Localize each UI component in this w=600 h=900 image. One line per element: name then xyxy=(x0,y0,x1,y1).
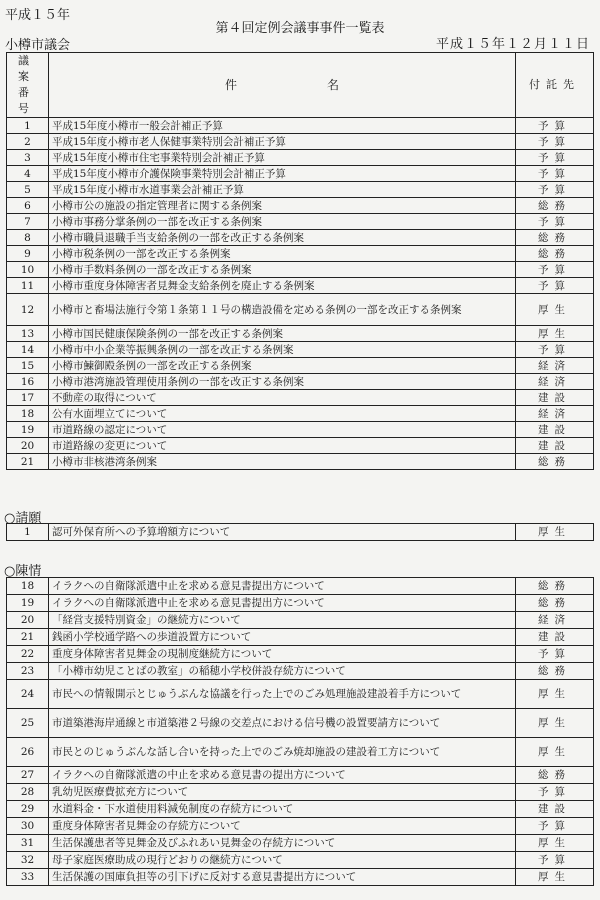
row-name: 市民への情報開示とじゅうぶんな協議を行った上でのごみ処理施設建設着手方について xyxy=(49,680,516,709)
row-committee: 建設 xyxy=(516,390,594,406)
page-title: 第４回定例会議事事件一覧表 xyxy=(215,21,385,36)
table-row xyxy=(7,150,594,166)
row-name: 「小樽市幼児ことばの教室」の稲穂小学校併設存続方について xyxy=(49,663,516,680)
table-row xyxy=(7,629,594,646)
row-number: 14 xyxy=(7,342,49,358)
table-row xyxy=(7,406,594,422)
row-number: 18 xyxy=(7,406,49,422)
row-committee: 建設 xyxy=(516,438,594,454)
row-committee: 総務 xyxy=(516,663,594,680)
requests-table-body xyxy=(7,578,594,886)
table-row xyxy=(7,374,594,390)
table-row xyxy=(7,118,594,134)
column-header-name-part1: 件 xyxy=(224,78,237,92)
table-row xyxy=(7,646,594,663)
petitions-table-body xyxy=(7,524,594,541)
table-row xyxy=(7,663,594,680)
row-committee: 厚生 xyxy=(516,709,594,738)
table-row xyxy=(7,612,594,629)
row-name: 認可外保育所への予算増額方について xyxy=(49,524,516,541)
table-row xyxy=(7,342,594,358)
table-row xyxy=(7,326,594,342)
row-committee: 予算 xyxy=(516,150,594,166)
row-name: 小樽市職員退職手当支給条例の一部を改正する条例案 xyxy=(49,230,516,246)
row-committee: 予算 xyxy=(516,182,594,198)
row-committee: 総務 xyxy=(516,246,594,262)
row-name: 平成15年度小樽市老人保健事業特別会計補正予算 xyxy=(49,134,516,150)
row-name: 公有水面埋立てについて xyxy=(49,406,516,422)
table-row xyxy=(7,801,594,818)
row-name: 生活保護患者等見舞金及びふれあい見舞金の存続方について xyxy=(49,835,516,852)
petitions-table xyxy=(6,523,594,541)
row-name: イラクへの自衛隊派遣の中止を求める意見書の提出方について xyxy=(49,767,516,784)
row-committee: 建設 xyxy=(516,801,594,818)
row-committee: 経済 xyxy=(516,406,594,422)
row-number: 16 xyxy=(7,374,49,390)
bills-table xyxy=(6,52,594,470)
row-number: 20 xyxy=(7,438,49,454)
bills-table-header xyxy=(7,53,594,118)
row-name: 乳幼児医療費拡充方について xyxy=(49,784,516,801)
row-committee: 総務 xyxy=(516,230,594,246)
row-number: 31 xyxy=(7,835,49,852)
row-name: 市民とのじゅうぶんな話し合いを持った上でのごみ焼却施設の建設着工方について xyxy=(49,738,516,767)
row-number: 19 xyxy=(7,422,49,438)
row-name: 小樽市非核港湾条例案 xyxy=(49,454,516,470)
table-row xyxy=(7,438,594,454)
row-name: 重度身体障害者見舞金の存続方について xyxy=(49,818,516,835)
table-row xyxy=(7,680,594,709)
row-number: 13 xyxy=(7,326,49,342)
row-committee: 予算 xyxy=(516,262,594,278)
row-number: 10 xyxy=(7,262,49,278)
row-committee: 予算 xyxy=(516,118,594,134)
column-header-name xyxy=(49,53,516,118)
row-name: 母子家庭医療助成の現行どおりの継続方について xyxy=(49,852,516,869)
table-row xyxy=(7,166,594,182)
table-row xyxy=(7,294,594,326)
row-committee: 厚生 xyxy=(516,326,594,342)
table-row xyxy=(7,709,594,738)
row-name: 「経営支援特別資金」の継続方について xyxy=(49,612,516,629)
row-committee: 総務 xyxy=(516,595,594,612)
row-committee: 総務 xyxy=(516,767,594,784)
row-name: 銭函小学校通学路への歩道設置方について xyxy=(49,629,516,646)
row-number: 24 xyxy=(7,680,49,709)
row-number: 8 xyxy=(7,230,49,246)
table-row xyxy=(7,182,594,198)
row-number: 23 xyxy=(7,663,49,680)
column-header-bill-number xyxy=(7,53,56,118)
organization-name: 小樽市議会 xyxy=(5,38,71,53)
column-header-committee: 付託先 xyxy=(516,53,594,118)
row-number: 6 xyxy=(7,198,49,214)
row-committee: 予算 xyxy=(516,278,594,294)
table-row xyxy=(7,767,594,784)
table-row xyxy=(7,390,594,406)
row-committee: 建設 xyxy=(516,629,594,646)
table-row xyxy=(7,262,594,278)
row-number: 2 xyxy=(7,134,49,150)
table-row xyxy=(7,198,594,214)
row-name: 小樽市重度身体障害者見舞金支給条例を廃止する条例案 xyxy=(49,278,516,294)
row-number: 17 xyxy=(7,390,49,406)
table-row xyxy=(7,818,594,835)
row-name: 小樽市税条例の一部を改正する条例案 xyxy=(49,246,516,262)
row-name: 小樽市手数料条例の一部を改正する条例案 xyxy=(49,262,516,278)
row-number: 29 xyxy=(7,801,49,818)
row-number: 11 xyxy=(7,278,49,294)
row-name: 小樽市公の施設の指定管理者に関する条例案 xyxy=(49,198,516,214)
row-committee: 経済 xyxy=(516,374,594,390)
table-row xyxy=(7,595,594,612)
table-row xyxy=(7,230,594,246)
row-name: 平成15年度小樽市一般会計補正予算 xyxy=(49,118,516,134)
table-row xyxy=(7,134,594,150)
row-name: イラクへの自衛隊派遣中止を求める意見書提出方について xyxy=(49,595,516,612)
table-row xyxy=(7,738,594,767)
table-row xyxy=(7,454,594,470)
table-row xyxy=(7,422,594,438)
row-committee: 経済 xyxy=(516,358,594,374)
row-committee: 厚生 xyxy=(516,680,594,709)
row-number: 20 xyxy=(7,612,49,629)
row-number: 1 xyxy=(7,118,49,134)
row-number: 5 xyxy=(7,182,49,198)
row-committee: 厚生 xyxy=(516,294,594,326)
row-committee: 予算 xyxy=(516,852,594,869)
row-number: 21 xyxy=(7,629,49,646)
row-committee: 総務 xyxy=(516,578,594,595)
requests-table xyxy=(6,577,594,886)
row-name: 平成15年度小樽市水道事業会計補正予算 xyxy=(49,182,516,198)
row-committee: 予算 xyxy=(516,818,594,835)
row-number: 9 xyxy=(7,246,49,262)
table-row xyxy=(7,578,594,595)
row-name: 市道路線の変更について xyxy=(49,438,516,454)
row-committee: 予算 xyxy=(516,646,594,663)
table-row xyxy=(7,246,594,262)
row-name: 小樽市事務分掌条例の一部を改正する条例案 xyxy=(49,214,516,230)
table-row xyxy=(7,835,594,852)
row-number: 32 xyxy=(7,852,49,869)
row-number: 15 xyxy=(7,358,49,374)
row-number: 12 xyxy=(7,294,49,326)
table-row xyxy=(7,278,594,294)
row-committee: 予算 xyxy=(516,342,594,358)
row-committee: 厚生 xyxy=(516,869,594,886)
row-number: 7 xyxy=(7,214,49,230)
column-header-name-part2: 名 xyxy=(327,78,340,92)
row-name: 水道料金・下水道使用料減免制度の存続方について xyxy=(49,801,516,818)
row-name: 小樽市と畜場法施行令第１条第１１号の構造設備を定める条例の一部を改正する条例案 xyxy=(49,294,516,326)
table-row xyxy=(7,358,594,374)
row-committee: 予算 xyxy=(516,134,594,150)
row-name: 小樽市鰊御殿条例の一部を改正する条例案 xyxy=(49,358,516,374)
row-committee: 予算 xyxy=(516,166,594,182)
row-number: 33 xyxy=(7,869,49,886)
row-committee: 総務 xyxy=(516,454,594,470)
column-header-number-line2: 番 号 xyxy=(18,86,56,115)
era-label: 平成１５年 xyxy=(5,8,71,23)
bills-table-body xyxy=(7,118,594,470)
row-number: 22 xyxy=(7,646,49,663)
petitions-heading: ○請願 xyxy=(4,511,42,526)
row-committee: 厚生 xyxy=(516,738,594,767)
row-name: 市道築港海岸通線と市道築港２号線の交差点における信号機の設置要請方について xyxy=(49,709,516,738)
row-name: 平成15年度小樽市介護保険事業特別会計補正予算 xyxy=(49,166,516,182)
row-name: 平成15年度小樽市住宅事業特別会計補正予算 xyxy=(49,150,516,166)
row-name: 生活保護の国庫負担等の引下げに反対する意見書提出方について xyxy=(49,869,516,886)
row-name: 小樽市国民健康保険条例の一部を改正する条例案 xyxy=(49,326,516,342)
row-committee: 厚生 xyxy=(516,524,594,541)
column-header-number-line1: 議 案 xyxy=(18,54,56,83)
row-number: 19 xyxy=(7,595,49,612)
row-name: 市道路線の認定について xyxy=(49,422,516,438)
row-committee: 厚生 xyxy=(516,835,594,852)
row-committee: 経済 xyxy=(516,612,594,629)
row-number: 4 xyxy=(7,166,49,182)
requests-heading: ○陳情 xyxy=(4,564,42,579)
row-number: 25 xyxy=(7,709,49,738)
row-name: 小樽市港湾施設管理使用条例の一部を改正する条例案 xyxy=(49,374,516,390)
row-name: 不動産の取得について xyxy=(49,390,516,406)
row-name: イラクへの自衛隊派遣中止を求める意見書提出方について xyxy=(49,578,516,595)
row-committee: 予算 xyxy=(516,214,594,230)
row-number: 30 xyxy=(7,818,49,835)
row-committee: 建設 xyxy=(516,422,594,438)
row-number: 3 xyxy=(7,150,49,166)
row-number: 18 xyxy=(7,578,49,595)
row-number: 1 xyxy=(7,524,49,541)
table-row xyxy=(7,852,594,869)
row-committee: 総務 xyxy=(516,198,594,214)
table-row xyxy=(7,869,594,886)
table-row xyxy=(7,214,594,230)
row-number: 28 xyxy=(7,784,49,801)
row-name: 小樽市中小企業等振興条例の一部を改正する条例案 xyxy=(49,342,516,358)
table-row xyxy=(7,524,594,541)
row-committee: 予算 xyxy=(516,784,594,801)
row-number: 26 xyxy=(7,738,49,767)
row-number: 27 xyxy=(7,767,49,784)
row-name: 重度身体障害者見舞金の現制度継続方について xyxy=(49,646,516,663)
document-date: 平成１５年１２月１１日 xyxy=(435,37,590,52)
table-row xyxy=(7,784,594,801)
row-number: 21 xyxy=(7,454,49,470)
